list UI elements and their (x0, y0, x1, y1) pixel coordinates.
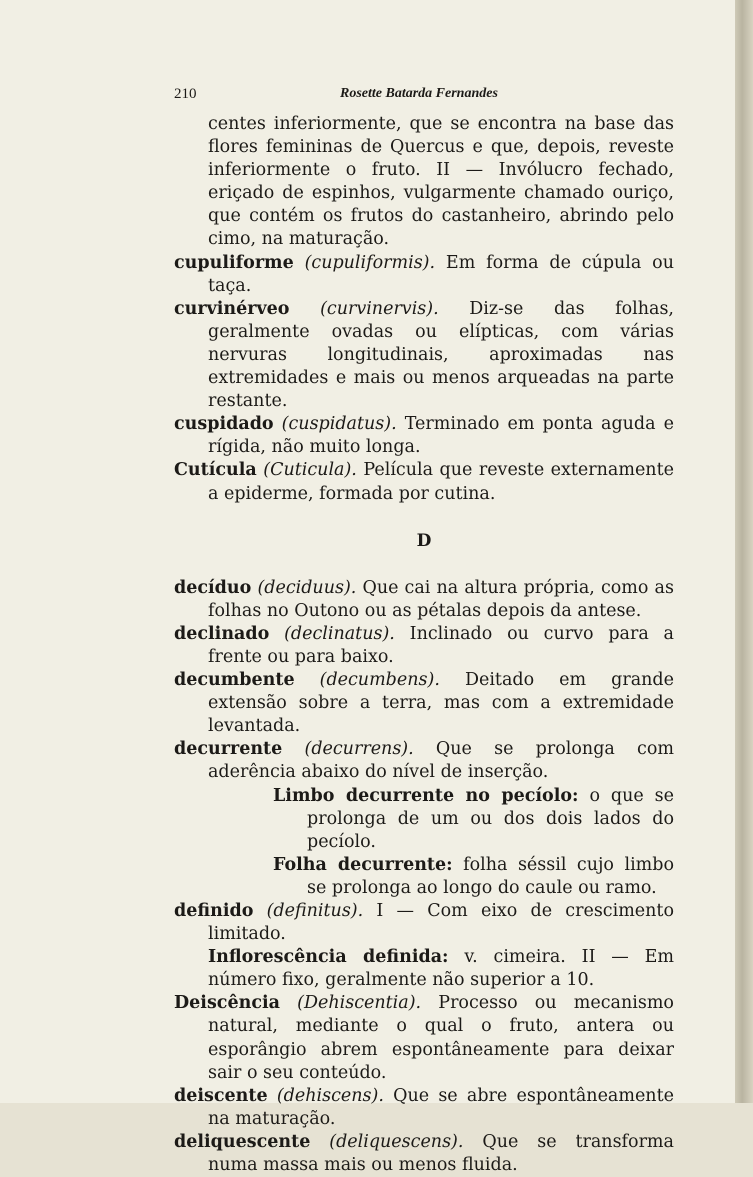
entry-term: deliquescente (174, 1131, 311, 1152)
glossary-entry-continuation: centes inferiormente, que se encontra na base das flores femininas de Quercus e que, depois, reveste inferiormente o fruto. II — Invólucro fechado, eriçado de espinhos, vulgarmente chamado ouriço, que contém os frutos do castanheiro, abrindo pelo cimo, na maturação. (208, 114, 674, 250)
entry-term: cuspidado (174, 414, 274, 435)
entry-latin: (declinatus). (284, 623, 395, 644)
glossary-entry (174, 577, 674, 623)
running-head: Rosette Batarda Fernandes (340, 86, 498, 101)
entry-definition: Que se transforma numa massa mais ou menos fluida. (208, 1131, 674, 1176)
entry-term: cupuliforme (174, 252, 294, 273)
entry-latin: (deciduus). (257, 577, 357, 598)
entry-definition: Película que reveste externamente a epiderme, formada por cutina. (208, 460, 674, 504)
glossary-entry (174, 669, 674, 738)
glossary-entry (174, 623, 674, 669)
glossary-text (174, 113, 674, 1177)
page-number: 210 (174, 86, 197, 102)
entry-definition: I — Com eixo de crescimento limitado. (208, 901, 674, 945)
glossary-entry (174, 298, 674, 413)
entry-term: decíduo (174, 577, 252, 598)
entry-latin: (decurrens). (304, 739, 414, 760)
glossary-entry (174, 900, 674, 946)
entry-latin: (Cuticula). (263, 460, 357, 481)
entry-definition: Terminado em ponta aguda e rígida, não muito longa. (208, 414, 674, 458)
glossary-entry (174, 459, 674, 505)
sub-entry-term: Limbo decurrente no pecíolo: (273, 785, 579, 806)
entry-definition: Que se abre espontâneamente na maturação. (208, 1085, 674, 1129)
entry-latin: (dehiscens). (276, 1085, 384, 1106)
glossary-sub-entry (174, 946, 674, 992)
entry-term: Deiscência (174, 993, 280, 1014)
entry-term: definido (174, 901, 254, 921)
entry-definition: Que cai na altura própria, como as folhas no Outono ou as pétalas depois da antese. (208, 577, 674, 621)
entry-latin: (curvinervis). (320, 298, 439, 319)
glossary-entry (174, 413, 674, 459)
entry-term: decumbente (174, 670, 295, 691)
sub-entry-term: Folha decurrente: (273, 854, 453, 875)
glossary-entry (174, 1085, 674, 1131)
glossary-entry (174, 738, 674, 784)
sub-entry-definition: folha séssil cujo limbo se prolonga ao longo do caule ou ramo. (307, 854, 674, 898)
entry-term: Cutícula (174, 460, 257, 481)
page-header (174, 86, 674, 108)
entry-definition: Em forma de cúpula ou taça. (208, 252, 674, 296)
sub-entry-definition: v. cimeira. II — Em número fixo, geralmente não superior a 10. (208, 947, 674, 991)
entry-latin: (Dehiscentia). (297, 993, 422, 1014)
page-edge (735, 0, 753, 1103)
entry-term: declinado (174, 623, 270, 644)
glossary-entry (174, 992, 674, 1084)
entry-definition: Inclinado ou curvo para a frente ou para baixo. (208, 623, 674, 667)
entry-latin: (definitus). (266, 901, 364, 921)
entry-latin: (cuspidatus). (281, 414, 397, 435)
glossary-entry (174, 252, 674, 298)
entry-definition: Processo ou mecanismo natural, mediante o qual o fruto, antera ou esporângio abrem espontâneamente para deixar sair o seu conteúdo. (208, 993, 674, 1083)
entry-definition: Deitado em grande extensão sobre a terra, mas com a extremidade levantada. (208, 670, 674, 737)
entry-definition: Que se prolonga com aderência abaixo do nível de inserção. (208, 739, 674, 783)
glossary-entry (174, 1131, 674, 1177)
entry-latin: (deliquescens). (329, 1131, 464, 1152)
sub-entry-definition: o que se prolonga de um ou dos dois lados do pecíolo. (307, 785, 674, 852)
entry-term: curvinérveo (174, 298, 290, 319)
glossary-sub-entry (174, 785, 674, 854)
glossary-sub-entry (174, 854, 674, 900)
entry-term: deiscente (174, 1085, 268, 1106)
entry-latin: (cupuliformis). (304, 252, 436, 273)
entry-term: decurrente (174, 739, 283, 760)
section-letter: D (416, 530, 432, 551)
entry-latin: (decumbens). (319, 670, 440, 691)
sub-entry-term: Inflorescência definida: (208, 947, 449, 968)
entry-definition: Diz-se das folhas, geralmente ovadas ou elípticas, com várias nervuras longitudinais, aproximadas nas extremidades e mais ou menos arqueadas na parte restante. (208, 298, 674, 412)
